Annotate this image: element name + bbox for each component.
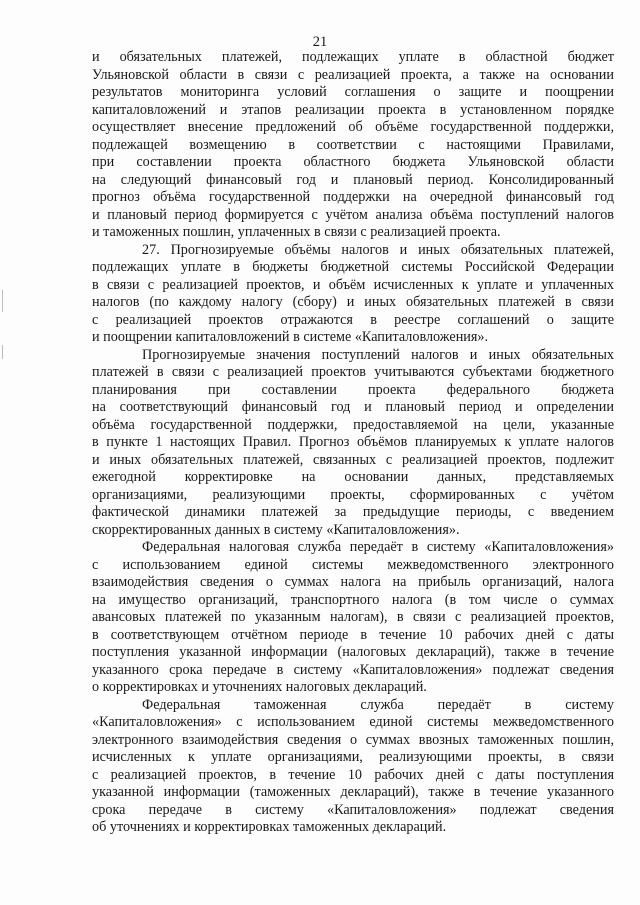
paragraph [92,697,614,837]
text-line: Федеральная налоговая служба передаёт в систему «Капиталовложения» [142,539,614,555]
text-line: организациями, реализующими проекты, сформированных с учётом [92,486,614,503]
text-line: о корректировках и уточнениях налоговых деклараций. [92,679,427,695]
text-line: указанного срока передаче в систему «Капиталовложения» подлежат сведения [92,661,614,678]
text-line: с использованием единой системы межведомственного электронного [92,556,614,573]
text-line: на соответствующий финансовый год и плановый период и определении [92,399,614,415]
document-body [92,49,614,837]
text-line: Прогнозируемые значения поступлений налогов и иных обязательных [142,346,614,363]
text-line: в соответствующем отчётном периоде в течение 10 рабочих дней с даты [92,626,614,643]
text-line: в пункте 1 настоящих Правил. Прогноз объёмов планируемых к уплате налогов [92,434,614,450]
text-line: электронного взаимодействия сведения о суммах ввозных таможенных пошлин, [92,731,614,748]
text-line: прогноз объёма государственной поддержки на очередной финансовый год [92,189,614,205]
text-line: планирования при составлении проекта федерального бюджета [92,381,614,398]
text-line: об уточнениях и корректировках таможенных деклараций. [92,819,447,835]
text-line: Ульяновской области в связи с реализацией проекта, а также на основании [92,66,614,83]
text-line: и поощрении капиталовложений в системе «Капиталовложения». [92,329,489,345]
text-line: 27. Прогнозируемые объёмы налогов и иных обязательных платежей, [142,241,614,258]
text-line: капиталовложений и этапов реализации проекта в установленном порядке [92,101,614,118]
text-line: фактической динамики платежей за предыдущие периоды, с введением [92,504,614,520]
text-line: подлежащих уплате в бюджеты бюджетной системы Российской Федерации [92,259,614,275]
text-line: авансовых платежей по указанным налогам), в связи с реализацией проектов, [92,609,614,625]
text-line: ежегодной корректировке на основании данных, представляемых [92,469,614,485]
text-line: платежей в связи с реализацией проектов учитываются субъектами бюджетного [92,364,614,380]
text-line: при составлении проекта областного бюджета Ульяновской области [92,154,614,170]
text-line: срока передаче в систему «Капиталовложения» подлежат сведения [92,801,614,818]
text-line: подлежащей возмещению в соответствии с настоящими Правилами, [92,136,614,153]
text-line: взаимодействия сведения о суммах налога на прибыль организаций, налога [92,574,614,590]
text-line: и таможенных пошлин, уплаченных в связи с реализацией проекта. [92,224,501,240]
text-line: указанной информации (таможенных деклараций), также в течение указанного [92,784,614,800]
text-line: с реализацией проектов отражаются в реестре соглашений о защите [92,311,614,328]
paragraph [92,347,614,540]
text-line: с реализацией проектов, в течение 10 рабочих дней с даты поступления [92,766,614,783]
text-line: скорректированных данных в систему «Капиталовложения». [92,521,460,538]
scan-edge-mark [2,290,3,312]
text-line: результатов мониторинга условий соглашения о защите и поощрении [92,84,614,100]
text-line: налогов (по каждому налогу (сбору) и иных обязательных платежей в связи [92,294,614,310]
text-line: поступления указанной информации (налоговых деклараций), также в течение [92,644,614,660]
paragraph [92,242,614,347]
text-line: на имущество организаций, транспортного налога (в том числе о суммах [92,591,614,608]
text-line: и плановый период формируется с учётом анализа объёма поступлений налогов [92,206,614,223]
text-line: «Капиталовложения» с использованием единой системы межведомственного [92,714,614,730]
text-line: на следующий финансовый год и плановый период. Консолидированный [92,171,614,188]
paragraph [92,539,614,697]
text-line: в связи с реализацией проектов, и объём исчисленных к уплате и уплаченных [92,276,614,293]
page-number: 21 [312,34,328,50]
scan-edge-mark [2,345,3,359]
paragraph [92,49,614,242]
text-line: и иных обязательных платежей, связанных с реализацией проектов, подлежит [92,451,614,468]
text-line: исчисленных к уплате организациями, реализующими проекты, в связи [92,749,614,765]
text-line: Федеральная таможенная служба передаёт в систему [142,696,614,713]
text-line: осуществляет внесение предложений об объёме государственной поддержки, [92,119,614,135]
text-line: объёма государственной поддержки, предоставляемой на цели, указанные [92,416,614,433]
text-line: и обязательных платежей, подлежащих уплате в областной бюджет [92,49,614,65]
